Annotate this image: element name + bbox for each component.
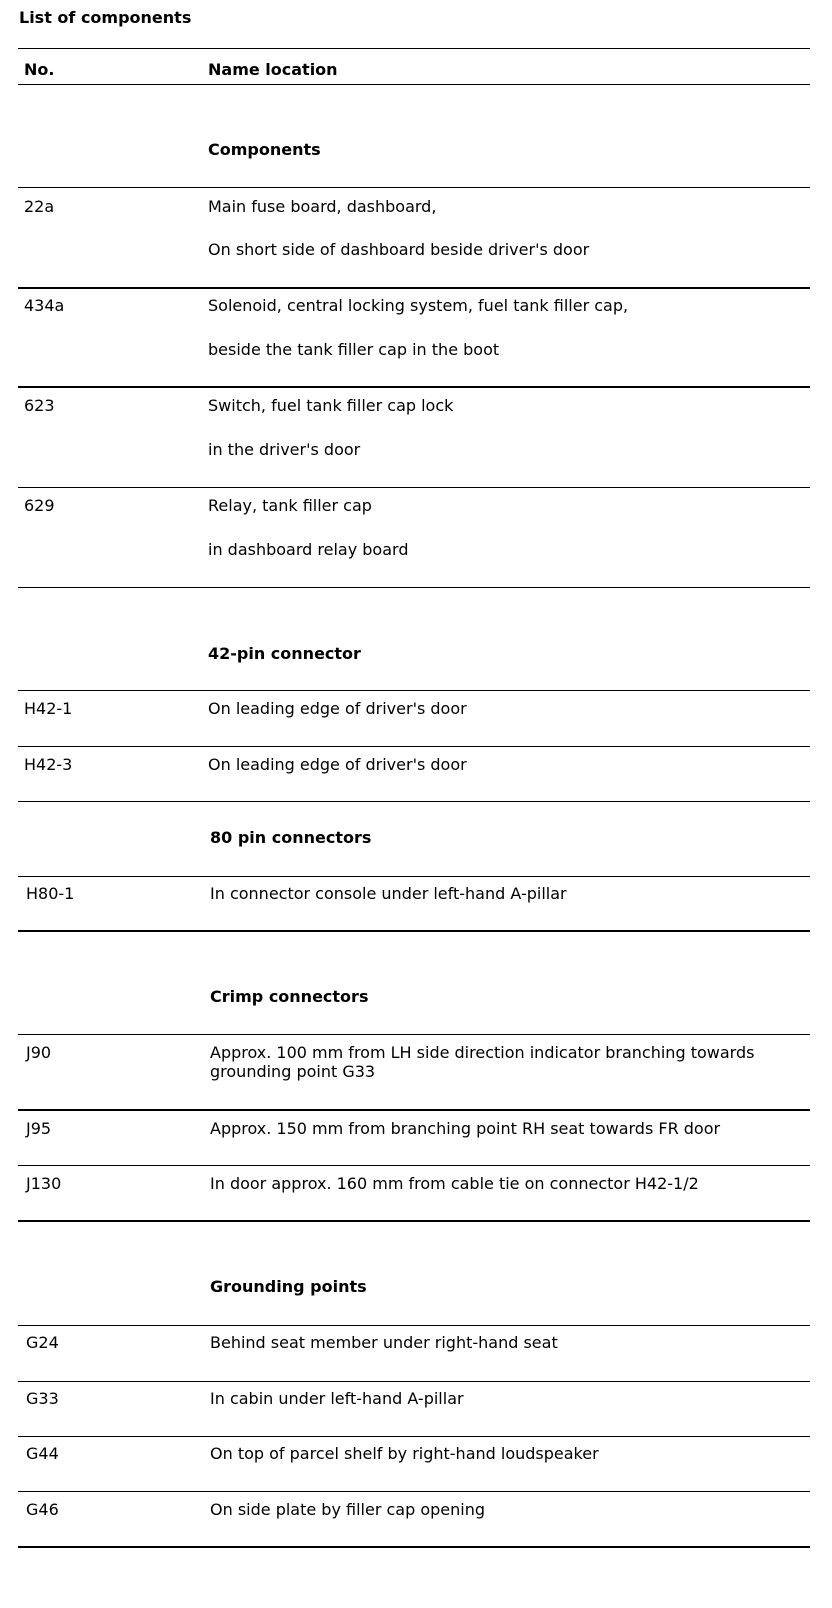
section-heading-components: Components <box>208 140 321 159</box>
row-name: Relay, tank filler cap <box>208 496 372 515</box>
row-rule <box>18 1325 810 1326</box>
row-location: In door approx. 160 mm from cable tie on connector H42-1/2 <box>210 1174 699 1193</box>
row-rule <box>18 746 810 747</box>
row-location: In cabin under left-hand A-pillar <box>210 1389 464 1408</box>
row-number: G24 <box>26 1333 59 1352</box>
row-location: Behind seat member under right-hand seat <box>210 1333 558 1352</box>
row-number: H80-1 <box>26 884 75 903</box>
row-number: G46 <box>26 1500 59 1519</box>
row-location: On leading edge of driver's door <box>208 699 467 718</box>
row-location: On leading edge of driver's door <box>208 755 467 774</box>
page-title: List of components <box>19 8 192 27</box>
section-heading-crimp: Crimp connectors <box>210 987 369 1006</box>
row-rule <box>18 587 810 588</box>
row-number: 629 <box>24 496 55 515</box>
row-location: On short side of dashboard beside driver's door <box>208 240 590 259</box>
row-rule <box>18 1220 810 1222</box>
row-number: J95 <box>26 1119 52 1138</box>
row-name: Switch, fuel tank filler cap lock <box>208 396 454 415</box>
row-location: On side plate by filler cap opening <box>210 1500 485 1519</box>
row-rule <box>18 801 810 802</box>
row-rule <box>18 386 810 388</box>
row-rule <box>18 1034 810 1035</box>
header-no: No. <box>24 60 55 79</box>
row-rule <box>18 1165 810 1166</box>
row-number: G44 <box>26 1444 59 1463</box>
row-number: G33 <box>26 1389 59 1408</box>
header-name-location: Name location <box>208 60 338 79</box>
row-number: H42-3 <box>24 755 73 774</box>
row-location: beside the tank filler cap in the boot <box>208 340 500 359</box>
section-heading-42-pin: 42-pin connector <box>208 644 361 663</box>
row-location: On top of parcel shelf by right-hand loudspeaker <box>210 1444 599 1463</box>
header-bottom-rule <box>18 84 810 85</box>
row-number: J90 <box>26 1043 52 1062</box>
row-location: In connector console under left-hand A-pillar <box>210 884 567 903</box>
row-rule <box>18 1436 810 1437</box>
row-location: in the driver's door <box>208 440 361 459</box>
row-location: in dashboard relay board <box>208 540 409 559</box>
row-number: 623 <box>24 396 55 415</box>
row-location: Approx. 100 mm from LH side direction indicator branching towards grounding point G33 <box>210 1043 755 1081</box>
section-heading-grounding: Grounding points <box>210 1277 367 1296</box>
section-heading-80-pin: 80 pin connectors <box>210 828 372 847</box>
row-name: Main fuse board, dashboard, <box>208 197 437 216</box>
row-rule <box>18 187 810 188</box>
row-rule <box>18 1109 810 1111</box>
row-rule <box>18 876 810 877</box>
row-number: 434a <box>24 296 65 315</box>
row-number: H42-1 <box>24 699 73 718</box>
row-rule <box>18 690 810 691</box>
row-rule <box>18 1381 810 1382</box>
row-rule <box>18 1491 810 1492</box>
table-top-rule <box>18 48 810 49</box>
row-rule <box>18 287 810 289</box>
table-bottom-rule <box>18 1546 810 1548</box>
row-rule <box>18 487 810 488</box>
row-number: 22a <box>24 197 55 216</box>
row-rule <box>18 930 810 932</box>
row-number: J130 <box>26 1174 62 1193</box>
row-name: Solenoid, central locking system, fuel tank filler cap, <box>208 296 629 315</box>
row-location: Approx. 150 mm from branching point RH seat towards FR door <box>210 1119 721 1138</box>
